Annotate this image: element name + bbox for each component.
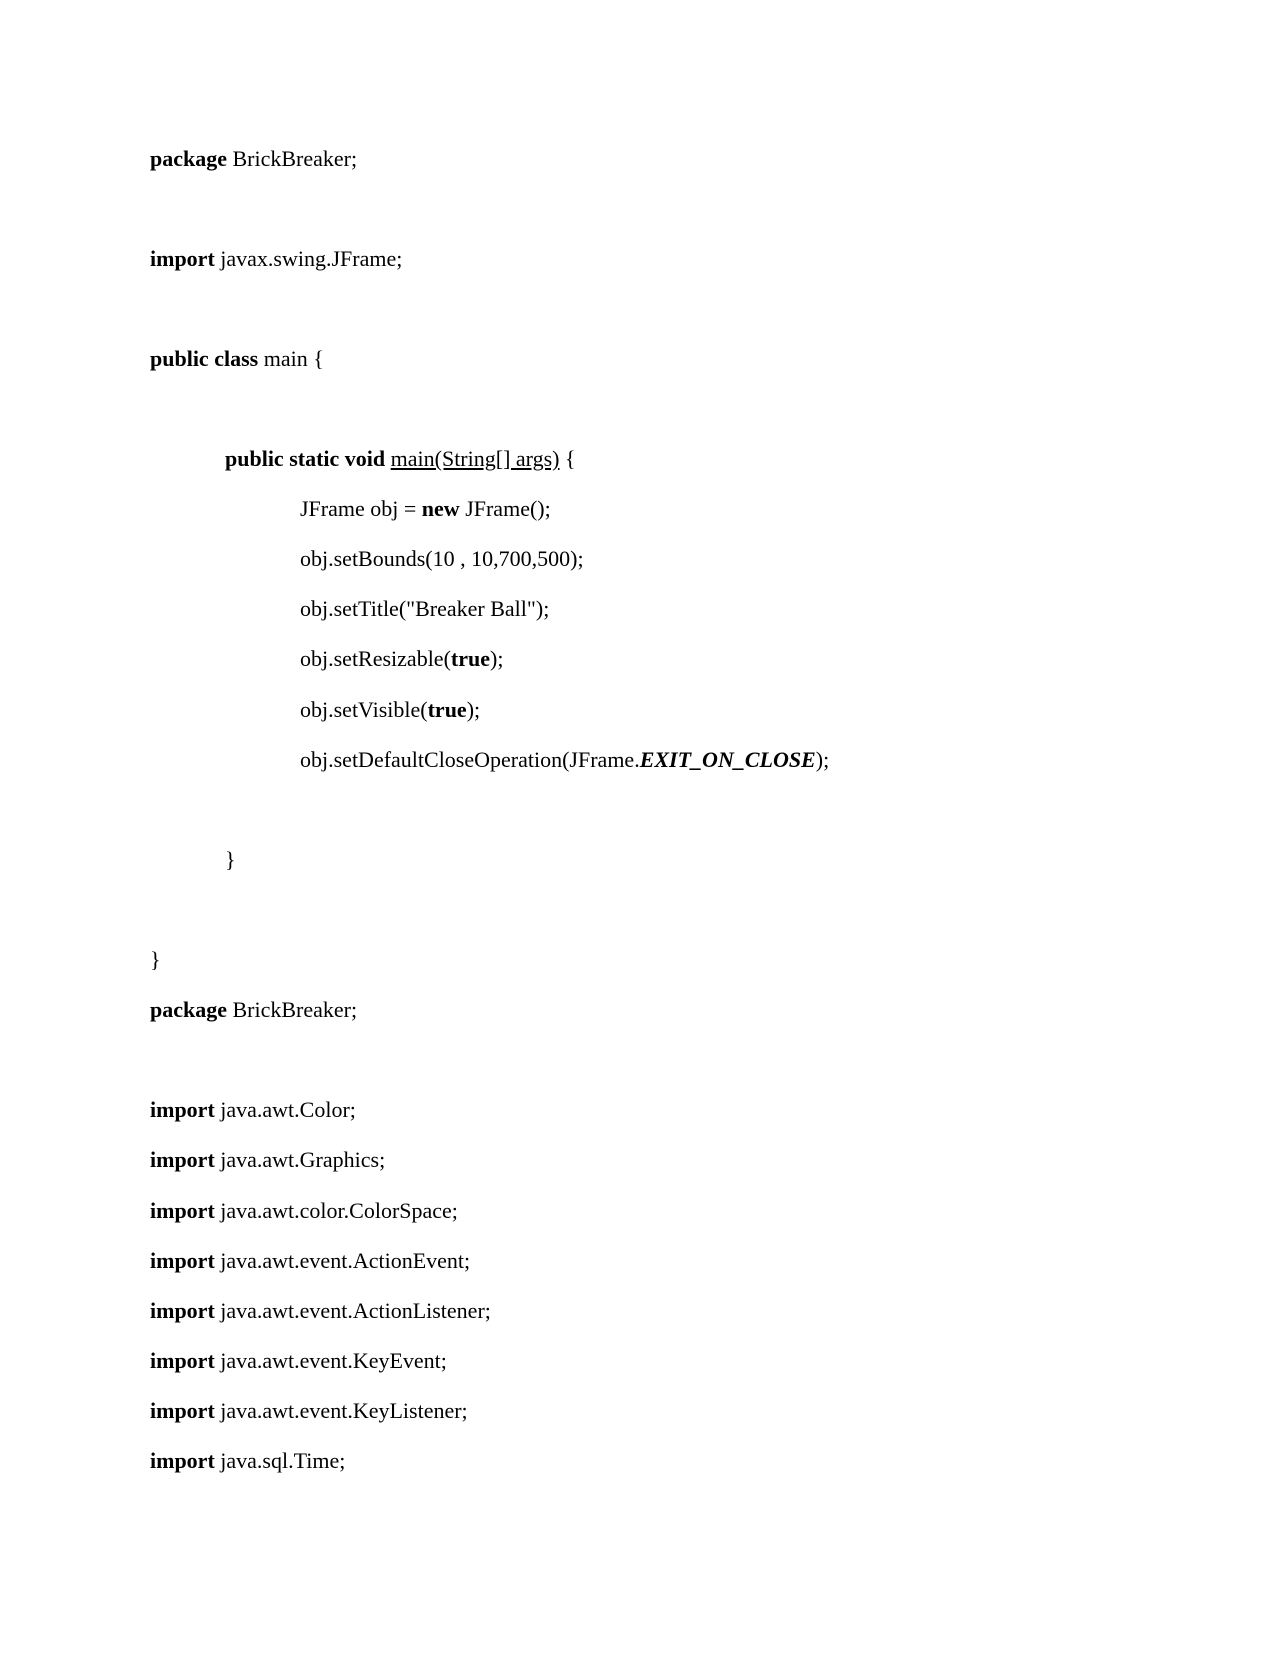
method-open-brace: { <box>559 446 576 471</box>
import-statement <box>150 1198 458 1224</box>
brace: } <box>225 847 236 872</box>
method-close-brace <box>225 847 236 873</box>
keyword-import: import <box>150 246 215 271</box>
statement-part: ); <box>466 697 481 722</box>
class-close-brace <box>150 947 161 973</box>
keyword-public: public <box>150 346 209 371</box>
statement-set-resizable <box>300 646 503 672</box>
import-statement <box>150 1097 356 1123</box>
keyword-package: package <box>150 997 227 1022</box>
statement-set-visible <box>300 697 480 723</box>
keyword-true: true <box>450 646 490 671</box>
import-name: java.awt.Graphics; <box>214 1147 386 1172</box>
package-declaration <box>150 146 357 172</box>
statement-part: obj.setDefaultCloseOperation(JFrame. <box>300 747 640 772</box>
import-statement <box>150 1147 385 1173</box>
import-statement <box>150 1348 447 1374</box>
constant-exit-on-close: EXIT_ON_CLOSE <box>639 747 816 772</box>
import-statement <box>150 1248 470 1274</box>
class-declaration <box>150 346 324 372</box>
brace: } <box>150 947 161 972</box>
package-declaration <box>150 997 357 1023</box>
keyword-package: package <box>150 146 227 171</box>
import-name: java.awt.event.KeyListener; <box>214 1398 468 1423</box>
import-name: java.awt.Color; <box>214 1097 356 1122</box>
statement-part: JFrame obj = <box>300 496 422 521</box>
keyword-import: import <box>150 1448 215 1473</box>
import-statement <box>150 1448 345 1474</box>
package-name: BrickBreaker; <box>227 146 358 171</box>
import-name: java.awt.event.ActionEvent; <box>214 1248 471 1273</box>
statement-set-title <box>300 596 549 622</box>
import-statement <box>150 1298 491 1324</box>
import-name: java.awt.color.ColorSpace; <box>214 1198 458 1223</box>
method-modifiers: public static void <box>225 446 386 471</box>
import-statement <box>150 1398 468 1424</box>
statement-set-bounds <box>300 546 584 572</box>
statement-text: obj.setTitle("Breaker Ball"); <box>300 596 550 621</box>
method-signature: main(String[] args) <box>390 446 560 471</box>
package-name: BrickBreaker; <box>227 997 358 1022</box>
keyword-import: import <box>150 1097 215 1122</box>
statement-part: ); <box>490 646 504 671</box>
import-name: javax.swing.JFrame; <box>214 246 403 271</box>
keyword-new: new <box>421 496 460 521</box>
statement-part: ); <box>815 747 830 772</box>
class-name: main { <box>258 346 324 371</box>
keyword-import: import <box>150 1398 215 1423</box>
keyword-import: import <box>150 1298 215 1323</box>
statement-new-jframe <box>300 496 551 522</box>
import-statement <box>150 246 402 272</box>
keyword-import: import <box>150 1147 215 1172</box>
keyword-import: import <box>150 1248 215 1273</box>
keyword-import: import <box>150 1348 215 1373</box>
statement-part: obj.setVisible( <box>300 697 428 722</box>
statement-part: obj.setResizable( <box>300 646 451 671</box>
import-name: java.sql.Time; <box>214 1448 346 1473</box>
import-name: java.awt.event.ActionListener; <box>214 1298 491 1323</box>
import-name: java.awt.event.KeyEvent; <box>214 1348 447 1373</box>
method-declaration <box>225 446 576 472</box>
keyword-class: class <box>208 346 259 371</box>
statement-text: obj.setBounds(10 , 10,700,500); <box>300 546 584 571</box>
keyword-true: true <box>427 697 467 722</box>
statement-set-default-close <box>300 747 829 773</box>
keyword-import: import <box>150 1198 215 1223</box>
statement-part: JFrame(); <box>459 496 551 521</box>
